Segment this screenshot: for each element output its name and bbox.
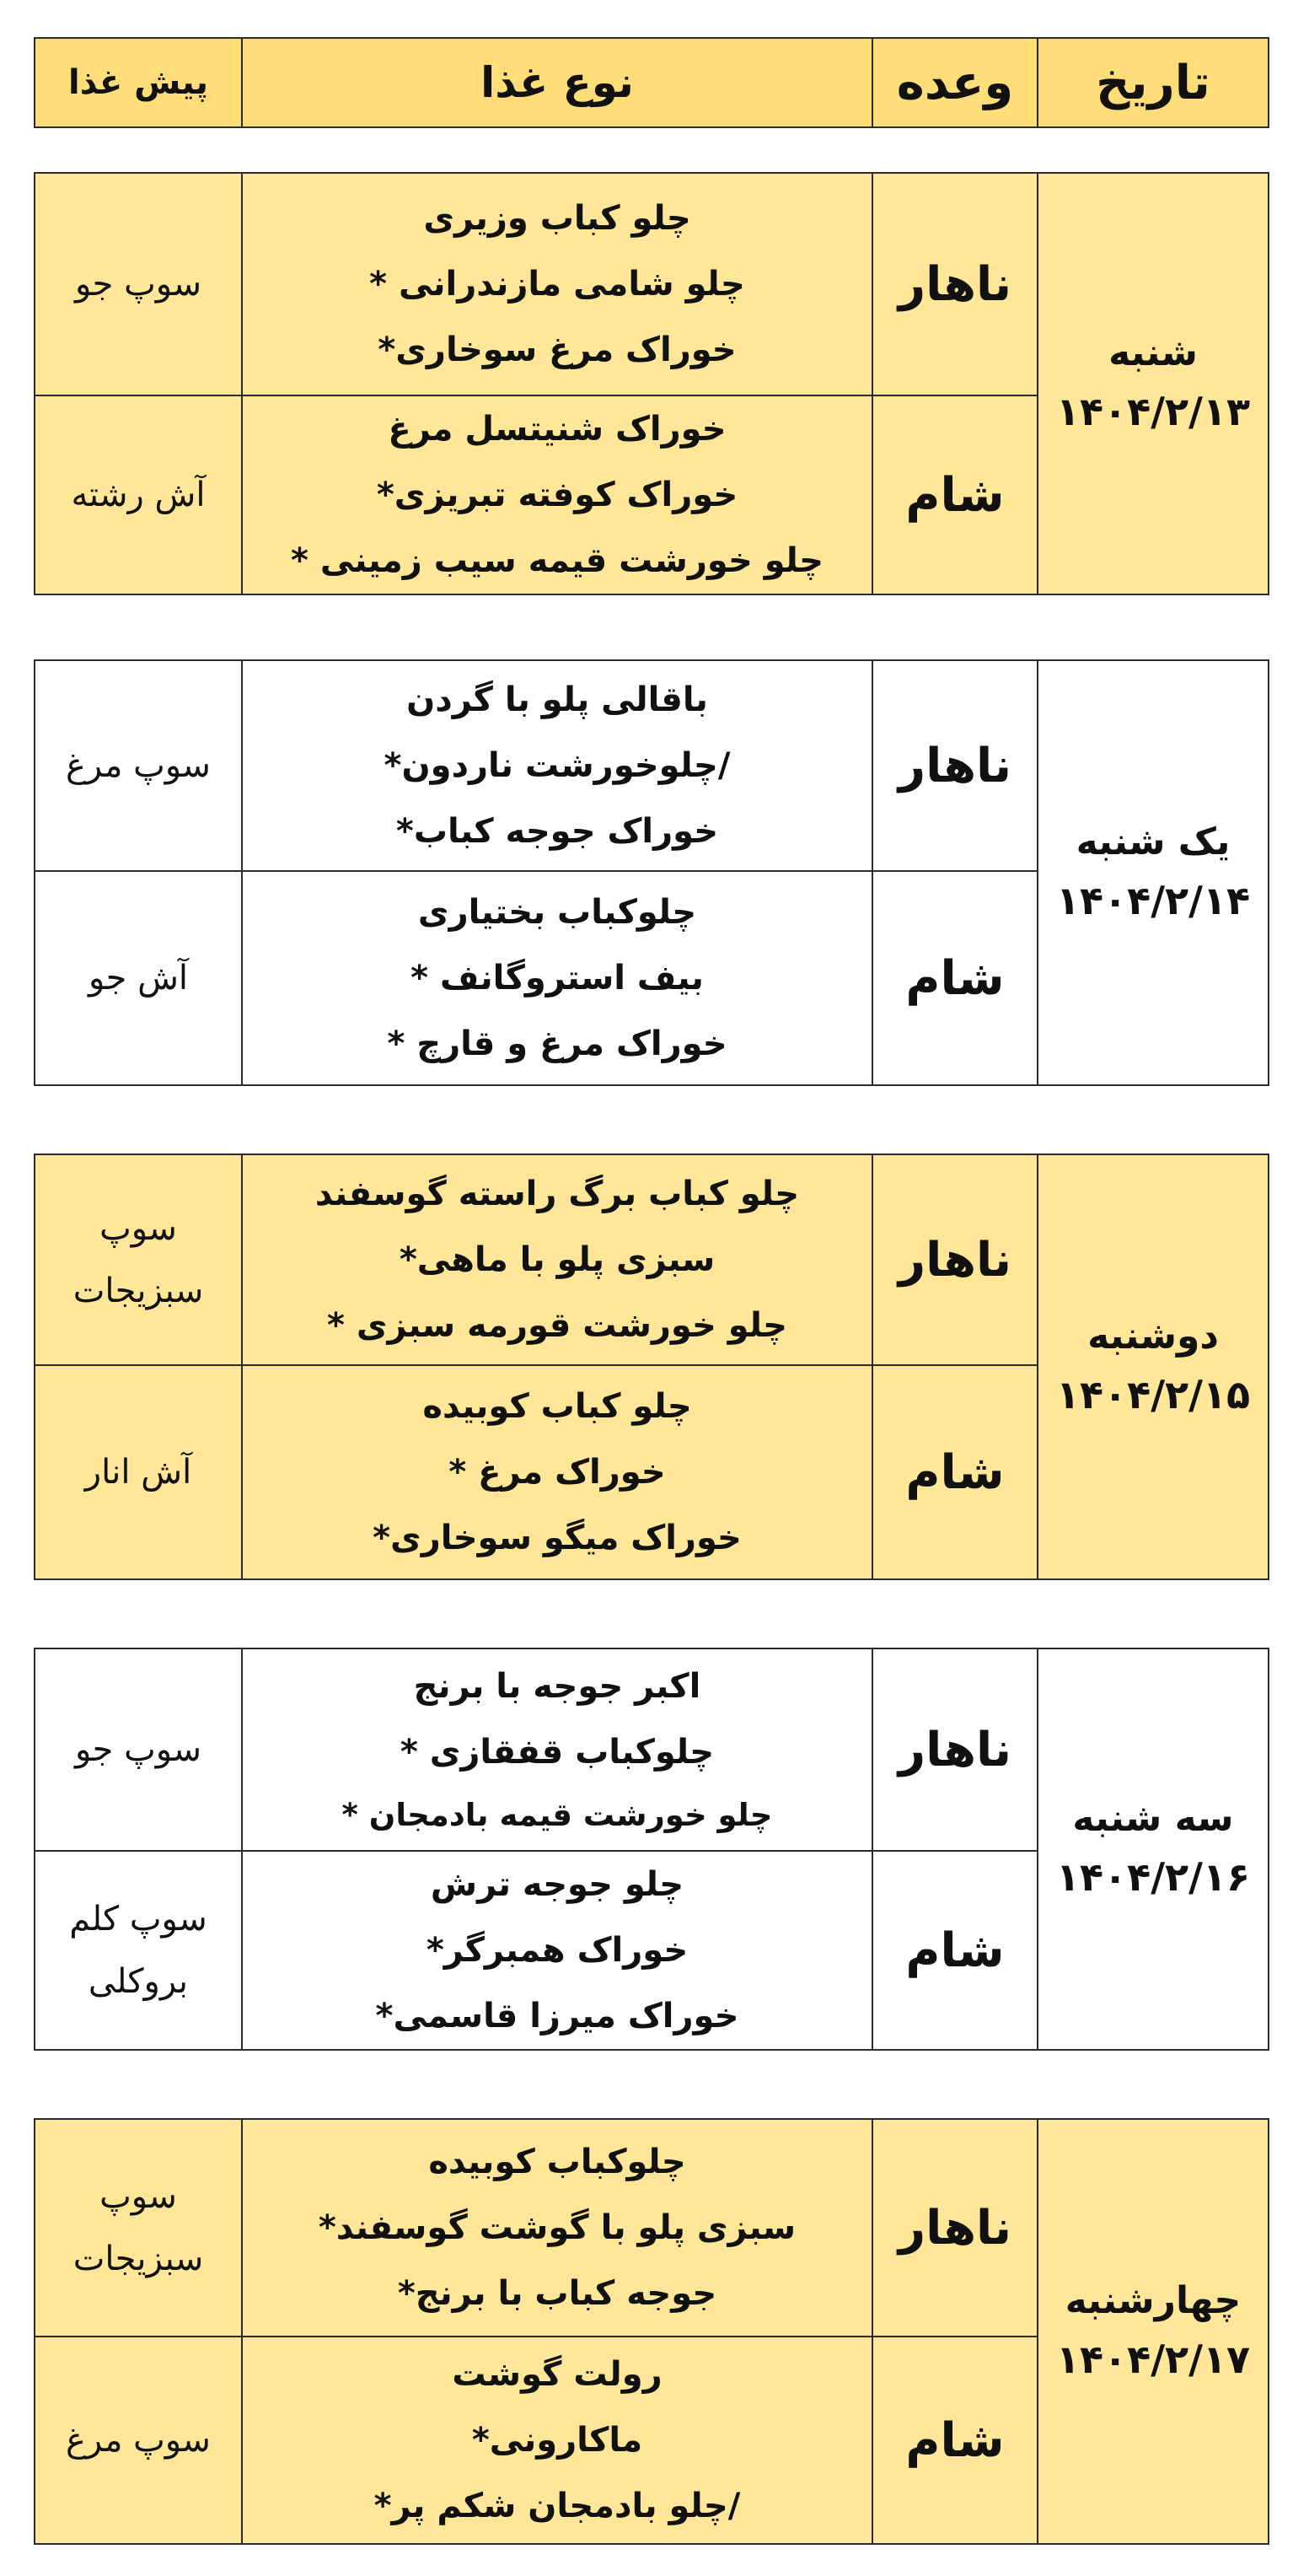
food-list	[242, 871, 872, 1085]
day-date: ۱۴۰۴/۲/۱۶	[1055, 1854, 1251, 1901]
food-list	[242, 660, 872, 871]
food-item: ماکارونی*	[471, 2421, 643, 2460]
food-list	[242, 1648, 872, 1851]
meal-label: ناهار	[872, 1648, 1038, 1851]
day-table-sunday	[34, 659, 1269, 1086]
day-name: دوشنبه	[1087, 1315, 1219, 1358]
appetizer-text: سبزیجات	[72, 1272, 204, 1310]
day-name: شنبه	[1108, 331, 1198, 375]
food-item: چلوکباب بختیاری	[417, 893, 697, 932]
day-table-saturday	[34, 172, 1269, 595]
day-table-wednesday	[34, 2118, 1269, 2545]
lunch-row	[35, 1154, 1269, 1365]
meal-label: ناهار	[872, 1154, 1038, 1365]
day-date: ۱۴۰۴/۲/۱۳	[1055, 389, 1251, 435]
lunch-row	[35, 173, 1269, 395]
appetizer-text: سبزیجات	[72, 2240, 204, 2278]
food-item: چلو خورشت قیمه بادمجان *	[341, 1796, 773, 1833]
day-cell	[1038, 1154, 1269, 1579]
food-item: جوجه کباب با برنج*	[397, 2274, 717, 2313]
food-item: خوراک مرغ و قارچ *	[387, 1024, 727, 1063]
meal-label: شام	[872, 395, 1038, 594]
header-meal: وعده	[872, 38, 1038, 127]
food-item: چلو شامی مازندرانی *	[369, 265, 745, 304]
appetizer-text: سوپ کلم	[69, 1900, 207, 1939]
meal-label: شام	[872, 1851, 1038, 2050]
appetizer-text: سوپ مرغ	[66, 746, 211, 785]
food-item: رولت گوشت	[452, 2355, 663, 2394]
header-row	[35, 38, 1269, 127]
food-item: چلو جوجه ترش	[430, 1865, 684, 1904]
day-cell	[1038, 1648, 1269, 2050]
food-item: خوراک همبرگر*	[426, 1931, 689, 1970]
appetizer-cell	[35, 1365, 242, 1579]
day-cell	[1038, 173, 1269, 594]
header-appetizer: پیش غذا	[35, 38, 242, 127]
appetizer-text: سوپ مرغ	[66, 2421, 211, 2460]
appetizer-cell	[35, 660, 242, 871]
appetizer-cell	[35, 1648, 242, 1851]
lunch-row	[35, 660, 1269, 871]
day-name: سه شنبه	[1072, 1797, 1234, 1841]
day-date: ۱۴۰۴/۲/۱۴	[1055, 878, 1251, 924]
food-item: سبزی پلو با گوشت گوسفند*	[318, 2208, 797, 2247]
food-item: خوراک شنیتسل مرغ	[388, 410, 727, 449]
appetizer-cell	[35, 173, 242, 395]
appetizer-cell	[35, 1851, 242, 2050]
food-item: باقالی پلو با گردن	[406, 680, 708, 719]
food-item: چلو کباب وزیری	[423, 199, 691, 238]
appetizer-text: سوپ	[99, 2177, 177, 2216]
food-item: چلو کباب برگ راسته گوسفند	[314, 1175, 800, 1213]
food-item: چلو خورشت قورمه سبزی *	[327, 1306, 787, 1345]
food-list	[242, 2119, 872, 2337]
meal-label: ناهار	[872, 2119, 1038, 2337]
food-item: خوراک مرغ سوخاری*	[378, 331, 737, 369]
appetizer-cell	[35, 2119, 242, 2337]
food-list	[242, 1851, 872, 2050]
meal-label: ناهار	[872, 173, 1038, 395]
food-item: خوراک مرغ *	[448, 1453, 666, 1492]
header-date: تاریخ	[1038, 38, 1269, 127]
appetizer-cell	[35, 395, 242, 594]
appetizer-text: سوپ جو	[75, 1730, 201, 1769]
food-item: خوراک کوفته تبریزی*	[376, 476, 738, 514]
meal-label: شام	[872, 1365, 1038, 1579]
food-item: سبزی پلو با ماهی*	[399, 1240, 716, 1279]
food-list	[242, 173, 872, 395]
appetizer-text: سوپ جو	[75, 265, 201, 304]
food-item: /چلوخورشت ناردون*	[384, 746, 731, 785]
day-cell	[1038, 660, 1269, 1085]
food-item: بیف استروگانف *	[410, 959, 704, 998]
food-list	[242, 1154, 872, 1365]
food-item: اکبر جوجه با برنج	[413, 1666, 701, 1706]
day-name: چهارشنبه	[1065, 2279, 1242, 2323]
meal-label: شام	[872, 2337, 1038, 2544]
day-date: ۱۴۰۴/۲/۱۷	[1055, 2337, 1251, 2383]
appetizer-cell	[35, 1154, 242, 1365]
meal-label: شام	[872, 871, 1038, 1085]
appetizer-cell	[35, 2337, 242, 2544]
food-item: خوراک میگو سوخاری*	[373, 1519, 742, 1557]
appetizer-text: بروکلی	[88, 1962, 189, 2001]
day-name: یک شنبه	[1076, 820, 1231, 864]
food-item: خوراک میرزا قاسمی*	[375, 1997, 739, 2036]
food-list	[242, 395, 872, 594]
food-list	[242, 2337, 872, 2544]
appetizer-text: آش رشته	[71, 476, 206, 514]
day-table-tuesday	[34, 1648, 1269, 2051]
food-item: چلوکباب کوبیده	[428, 2143, 686, 2181]
food-item: چلو کباب کوبیده	[422, 1387, 692, 1426]
appetizer-text: آش انار	[84, 1453, 192, 1492]
appetizer-text: آش جو	[88, 959, 189, 998]
lunch-row	[35, 1648, 1269, 1851]
meal-label: ناهار	[872, 660, 1038, 871]
header-table	[34, 37, 1269, 128]
header-food: نوع غذا	[242, 38, 872, 127]
appetizer-cell	[35, 871, 242, 1085]
appetizer-text: سوپ	[99, 1209, 177, 1248]
food-item: خوراک جوجه کباب*	[395, 812, 719, 851]
food-item: چلوکباب قفقازی *	[400, 1732, 715, 1772]
day-cell	[1038, 2119, 1269, 2544]
day-table-monday	[34, 1154, 1269, 1580]
lunch-row	[35, 2119, 1269, 2337]
food-item: چلو خورشت قیمه سیب زمینی *	[291, 541, 824, 580]
food-list	[242, 1365, 872, 1579]
food-item: /چلو بادمجان شکم پر*	[373, 2487, 741, 2525]
day-date: ۱۴۰۴/۲/۱۵	[1055, 1372, 1251, 1418]
